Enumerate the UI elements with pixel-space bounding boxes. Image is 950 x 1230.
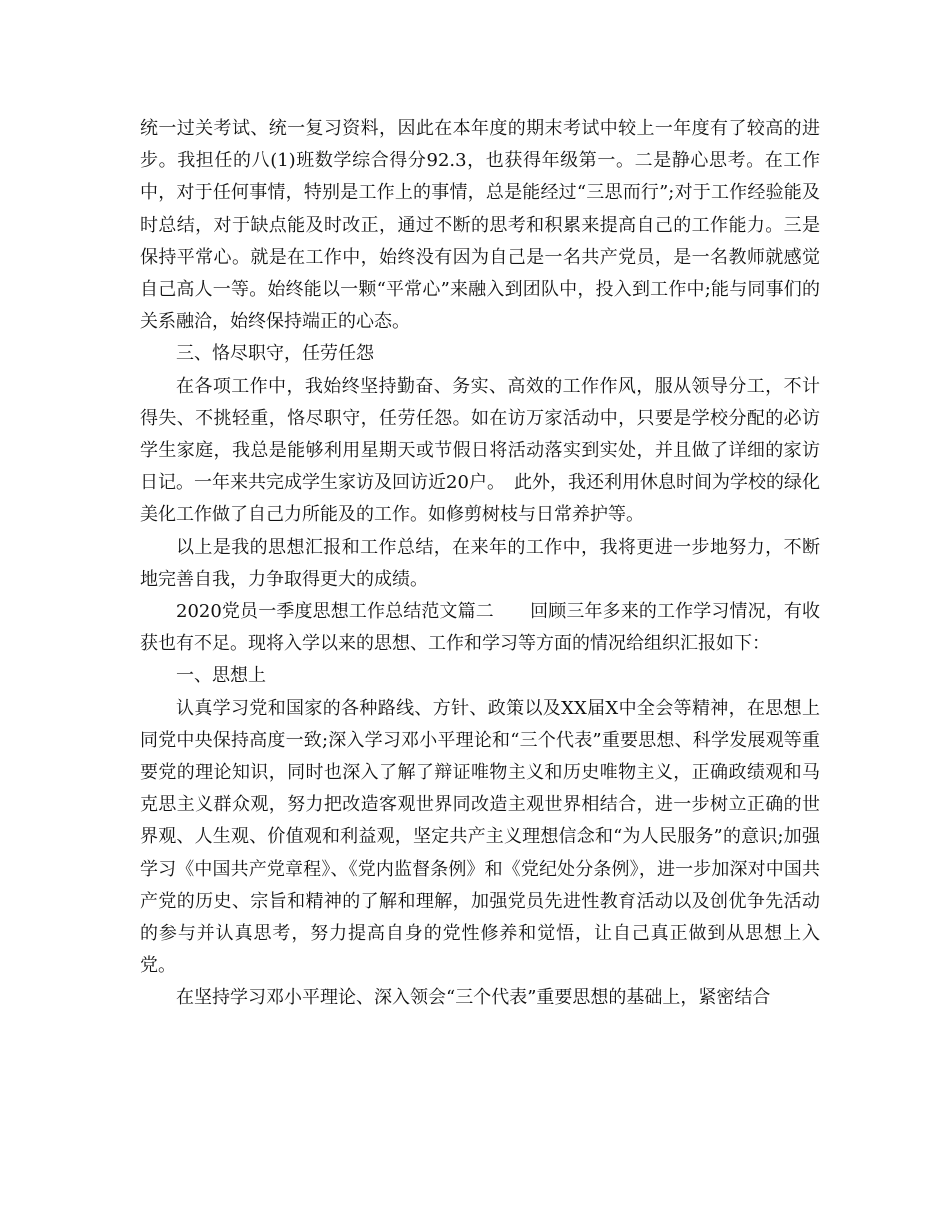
paragraph-ideology: 认真学习党和国家的各种路线、方针、政策以及XX届X中全会等精神，在思想上同党中央保持高度一致;深入学习邓小平理论和“三个代表”重要思想、科学发展观等重要党的理论知识，同时也深入了解了辩证唯物主义和历史唯物主义，正确政绩观和马克思主义群众观，努力把改造客观世界同改造主观世界相结合，进一步树立正确的世界观、人生观、价值观和利益观，坚定共产主义理想信念和“为人民服务”的意识;加强学习《中国共产党章程》、《党内监督条例》和《党纪处分条例》，进一步加深对中国共产党的历史、宗旨和精神的了解和理解，加强党员先进性教育活动以及创优争先活动的参与并认真思考，努力提高自身的党性修养和觉悟，让自己真正做到从思想上入党。	[140, 697, 820, 977]
section-heading-3: 三、恪尽职守，任劳任怨	[176, 343, 374, 365]
paragraph-continuation: 统一过关考试、统一复习资料，因此在本年度的期末考试中较上一年度有了较高的进步。我担任的八(1)班数学综合得分92.3，也获得年级第一。二是静心思考。在工作中，对于任何事情，特别是工作上的事情，总是能经过“三思而行”;对于工作经验能及时总结，对于缺点能及时改正，通过不断的思考和积累来提高自己的工作能力。三是保持平常心。就是在工作中，始终没有因为自己是一名共产党员，是一名教师就感觉自己高人一等。始终能以一颗“平常心”来融入到团队中，投入到工作中;能与同事们的关系融洽，始终保持端正的心态。	[140, 118, 820, 333]
section-heading-1: 一、思想上	[176, 665, 266, 687]
paragraph-duties: 在各项工作中，我始终坚持勤奋、务实、高效的工作作风，服从领导分工，不计得失、不挑轻重，恪尽职守，任劳任怨。如在访万家活动中，只要是学校分配的必访学生家庭，我总是能够利用星期天或节假日将活动落实到实处，并且做了详细的家访日记。一年来共完成学生家访及回访近20户。 此外，我还利用休息时间为学校的绿化美化工作做了自己力所能及的工作。如修剪树枝与日常养护等。	[140, 375, 820, 526]
paragraph-article-two-intro: 2020党员一季度思想工作总结范文篇二 回顾三年多来的工作学习情况，有收获也有不足。现将入学以来的思想、工作和学习等方面的情况给组织汇报如下：	[140, 601, 820, 655]
paragraph-ideology-continued: 在坚持学习邓小平理论、深入领会“三个代表”重要思想的基础上，紧密结合	[176, 987, 771, 1009]
paragraph-summary: 以上是我的思想汇报和工作总结，在来年的工作中，我将更进一步地努力，不断地完善自我，力争取得更大的成绩。	[140, 536, 820, 590]
document-body	[140, 113, 820, 1015]
